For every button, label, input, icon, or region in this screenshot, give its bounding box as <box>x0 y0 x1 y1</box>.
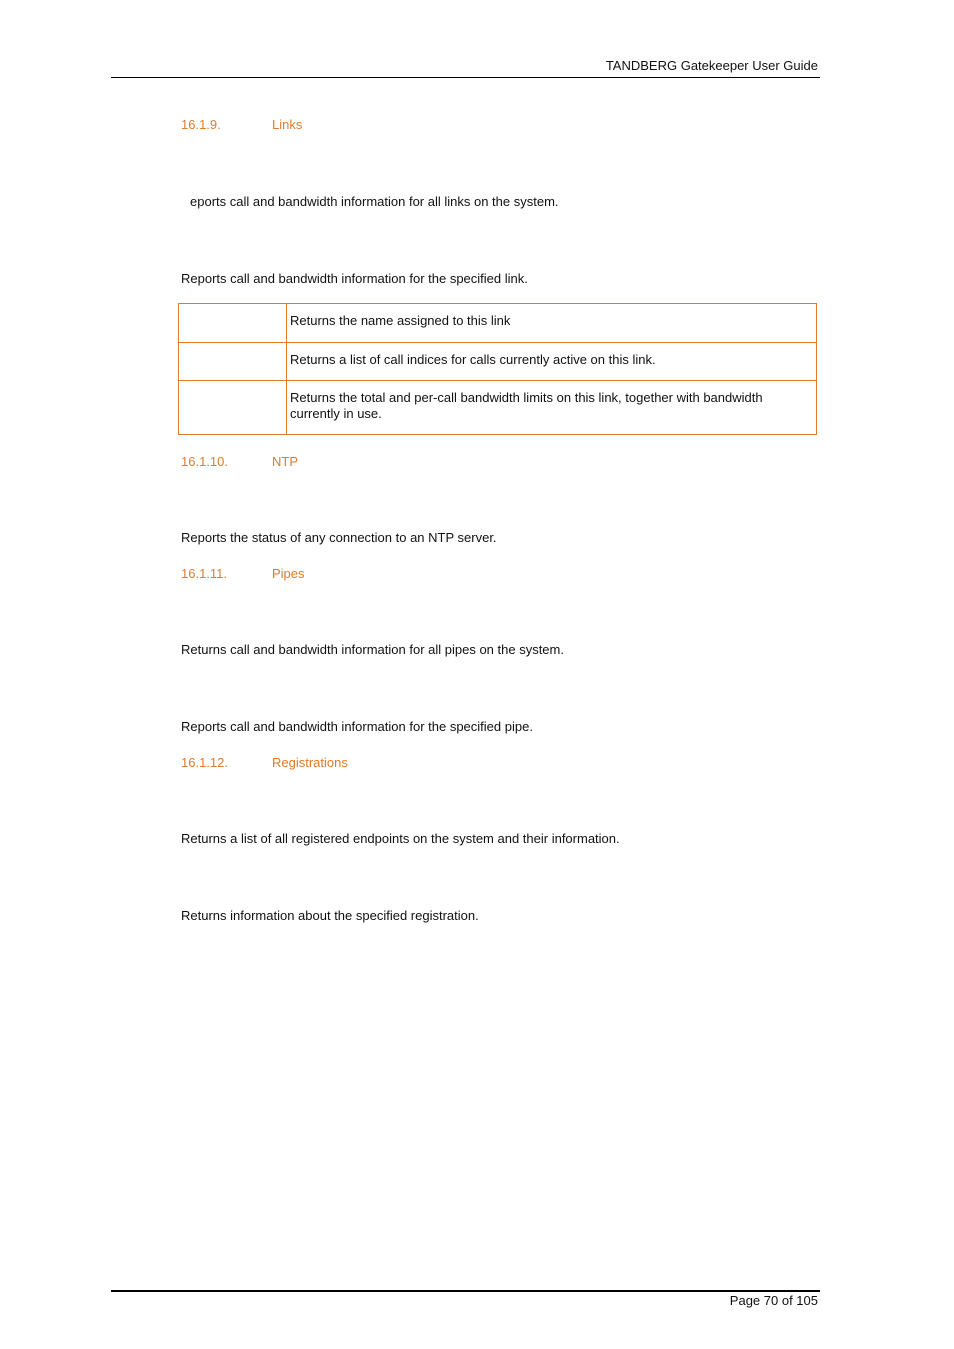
table-row <box>179 343 817 381</box>
section-title: Pipes <box>272 566 305 581</box>
page-number: Page 70 of 105 <box>729 1293 818 1308</box>
running-header-title: TANDBERG Gatekeeper User Guide <box>605 58 818 73</box>
table-desc-cell: Returns the total and per-call bandwidth limits on this link, together with bandwidth currently in use. <box>287 381 817 435</box>
section-title: Registrations <box>272 755 348 770</box>
pipes-all-description: Returns call and bandwidth information for all pipes on the system. <box>181 642 564 657</box>
table-desc-cell: Returns the name assigned to this link <box>287 304 817 343</box>
header-rule <box>111 77 820 78</box>
section-title: Links <box>272 117 303 132</box>
section-number: 16.1.10. <box>181 454 228 469</box>
section-number: 16.1.9. <box>181 117 221 132</box>
pipes-specific-description: Reports call and bandwidth information for the specified pipe. <box>181 719 533 734</box>
registrations-all-description: Returns a list of all registered endpoints on the system and their information. <box>181 831 620 846</box>
links-specific-description: Reports call and bandwidth information for the specified link. <box>181 271 528 286</box>
footer-rule <box>111 1290 820 1292</box>
links-all-description: eports call and bandwidth information for all links on the system. <box>190 194 559 209</box>
section-number: 16.1.11. <box>181 566 228 581</box>
table-desc-cell: Returns a list of call indices for calls currently active on this link. <box>287 343 817 381</box>
table-key-cell <box>179 381 287 435</box>
table-key-cell <box>179 304 287 343</box>
section-number: 16.1.12. <box>181 755 228 770</box>
registrations-specific-description: Returns information about the specified registration. <box>181 908 479 923</box>
section-title: NTP <box>272 454 298 469</box>
table-row <box>179 381 817 435</box>
links-attributes-table <box>178 303 817 435</box>
table-row <box>179 304 817 343</box>
ntp-description: Reports the status of any connection to an NTP server. <box>181 530 497 545</box>
table-key-cell <box>179 343 287 381</box>
